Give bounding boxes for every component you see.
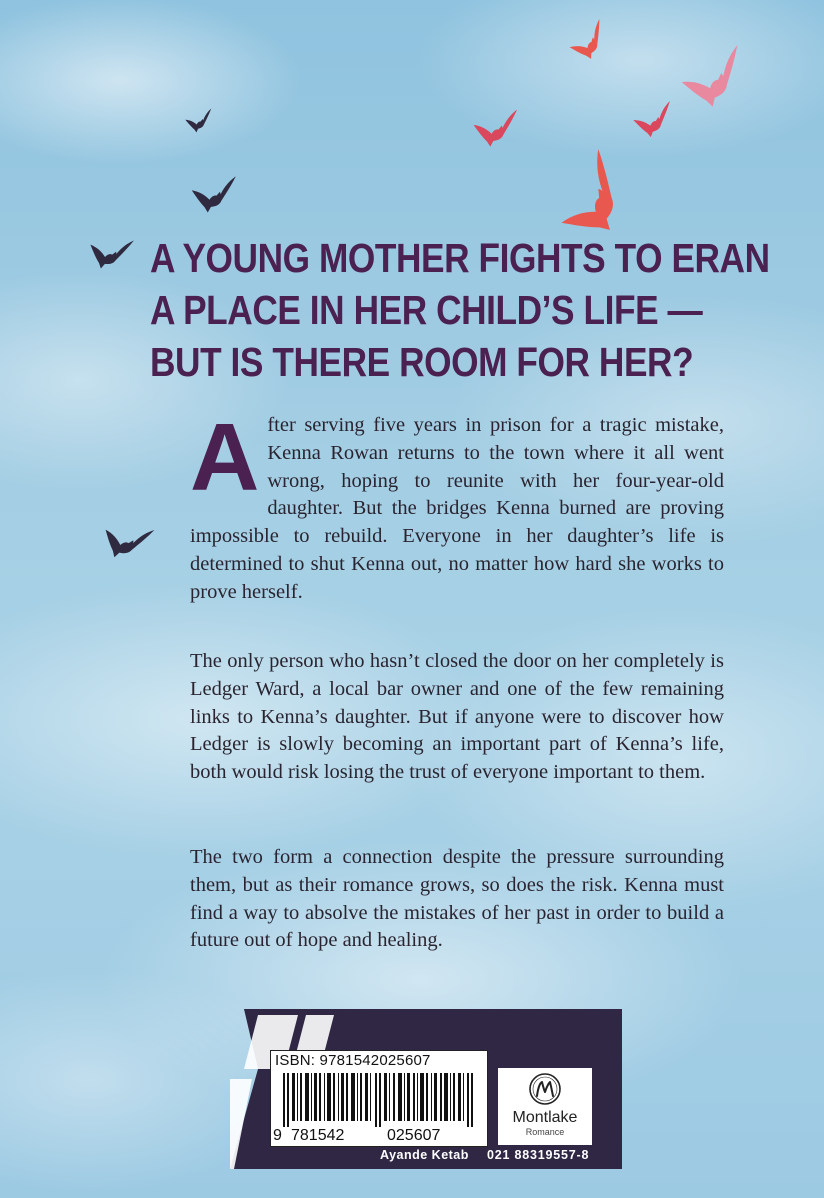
montlake-emblem-icon <box>528 1072 562 1106</box>
headline-line-3: BUT IS THERE ROOM FOR HER? <box>150 339 694 385</box>
headline-line-1: A YOUNG MOTHER FIGHTS TO ERAN <box>150 235 770 281</box>
blurb-paragraph-1-text: fter serving five years in prison for a tragic mistake, Kenna Rowan returns to the town where it all went wrong, hoping to reunite with her four-year-old daughter. But the bridges Kenna burned are proving impossible to rebuild. Everyone in her daughter’s life is determined to shut Kenna out, no matter how hard she works to prove herself. <box>190 414 724 603</box>
blurb-paragraph-2: The only person who hasn’t closed the door on her completely is Ledger Ward, a local bar owner and one of the few remaining links to Kenna’s daughter. But if anyone were to discover how Ledger is slowly becoming an important part of Kenna’s life, both would risk losing the trust of everyone important to them. <box>190 650 724 784</box>
blurb-paragraph-3: The two form a connection despite the pressure surrounding them, but as their romance grows, so does the risk. Kenna must find a way to absolve the mistakes of her past in order to build a future out of hope and healing. <box>190 846 724 952</box>
barcode-digit-lead: 9 <box>273 1127 282 1144</box>
dark-bird-1 <box>184 108 215 133</box>
pink-bird-1 <box>676 45 754 114</box>
barcode-bars <box>283 1073 481 1127</box>
publisher-imprint: Romance <box>525 1127 565 1137</box>
distributor-name: Ayande Ketab <box>380 1148 469 1162</box>
drop-cap: A <box>190 404 260 511</box>
headline-line-2: A PLACE IN HER CHILD’S LIFE — <box>150 287 703 333</box>
isbn-barcode <box>270 1050 488 1147</box>
blurb-paragraph-1 <box>190 404 724 607</box>
dark-bird-4 <box>100 519 155 566</box>
dark-bird-3 <box>87 235 134 273</box>
publisher-name: Montlake <box>512 1109 578 1126</box>
barcode-digits-right: 025607 <box>387 1127 441 1144</box>
red-bird-3 <box>631 101 677 140</box>
barcode-digits-left: 781542 <box>291 1127 345 1144</box>
dark-bird-2 <box>191 176 238 213</box>
publisher-logo <box>498 1068 592 1145</box>
red-bird-1 <box>565 19 615 65</box>
isbn-label: ISBN: 9781542025607 <box>275 1052 431 1069</box>
cover-headline <box>150 232 770 388</box>
red-bird-2 <box>472 109 520 148</box>
distributor-phone: 021 88319557-8 <box>487 1148 590 1162</box>
